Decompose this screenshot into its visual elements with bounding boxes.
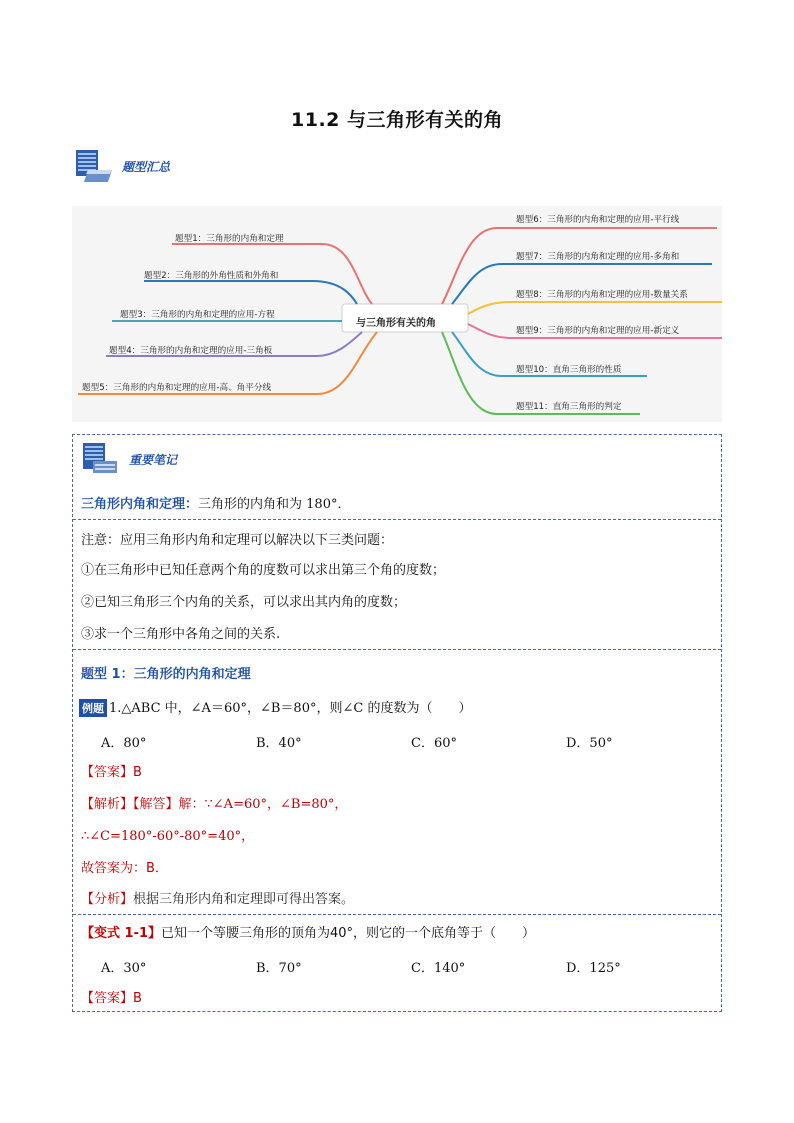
section-summary-label: 题型汇总 <box>122 159 171 174</box>
theorem-text: 三角形的内角和为 180°． <box>198 497 351 512</box>
example1-analysis-line <box>81 888 354 907</box>
example1-question-line <box>79 697 471 717</box>
example1-solution-3: 故答案为：B． <box>81 861 168 876</box>
example1-option-d: D．50° <box>566 736 613 751</box>
variant1-option-d: D．125° <box>566 961 621 976</box>
mindmap-item-5: 题型5：三角形的内角和定理的应用-高、角平分线 <box>82 383 272 393</box>
divider-1 <box>73 519 721 520</box>
section-notes-header <box>81 441 177 477</box>
example1-question: 1.△ABC 中，∠A＝60°，∠B＝80°，则∠C 的度数为（ ） <box>109 701 472 716</box>
mindmap-item-10: 题型10：直角三角形的性质 <box>516 365 622 375</box>
note-item-2: ②已知三角形三个内角的关系，可以求出其内角的度数； <box>81 595 407 610</box>
divider-3 <box>73 914 721 915</box>
variant1-question: 已知一个等腰三角形的顶角为40°，则它的一个底角等于（ ） <box>161 926 536 941</box>
mindmap-item-3: 题型3：三角形的内角和定理的应用-方程 <box>120 310 275 320</box>
example-tag: 例题 <box>79 699 107 717</box>
theorem-term: 三角形内角和定理： <box>81 497 199 512</box>
note-intro: 注意：应用三角形内角和定理可以解决以下三类问题： <box>81 533 394 548</box>
note-item-3: ③求一个三角形中各角之间的关系. <box>81 627 281 642</box>
page-title: 11.2 与三角形有关的角 <box>291 109 503 131</box>
notebook-icon <box>81 441 121 477</box>
mindmap-item-7: 题型7：三角形的内角和定理的应用-多角和 <box>516 252 680 262</box>
variant1-option-a: A．30° <box>101 961 147 976</box>
variant1-label: 【变式 1-1】 <box>81 926 162 941</box>
note-item-1: ①在三角形中已知任意两个角的度数可以求出第三个角的度数； <box>81 563 446 578</box>
variant1-option-c: C．140° <box>411 961 466 976</box>
example1-solution-1: ∵∠A=60°，∠B=80°， <box>204 797 348 812</box>
type1-heading: 题型 1：三角形的内角和定理 <box>81 667 251 682</box>
example1-answer: 【答案】B <box>81 765 142 780</box>
example1-solution-2: ∴∠C=180°-60°-80°=40°， <box>81 829 255 844</box>
example1-analysis-label: 【分析】 <box>81 892 134 907</box>
notes-box <box>72 434 722 1012</box>
variant1-line <box>81 922 535 941</box>
mindmap-item-4: 题型4：三角形的内角和定理的应用-三角板 <box>109 346 273 356</box>
example1-option-a: A．80° <box>101 736 147 751</box>
branch-right-8 <box>468 302 722 314</box>
mindmap-item-8: 题型8：三角形的内角和定理的应用-数量关系 <box>516 290 688 300</box>
mindmap-center-label: 与三角形有关的角 <box>356 318 436 329</box>
book-stack-icon <box>74 148 114 184</box>
branch-left-2 <box>144 281 357 304</box>
mindmap-item-1: 题型1：三角形的内角和定理 <box>175 234 284 244</box>
variant1-option-b: B．70° <box>256 961 302 976</box>
example1-analysis: 根据三角形内角和定理即可得出答案。 <box>133 892 355 907</box>
mindmap-item-11: 题型11：直角三角形的判定 <box>516 402 622 412</box>
example1-option-b: B．40° <box>256 736 302 751</box>
section-summary-header <box>74 148 170 184</box>
variant1-answer: 【答案】B <box>81 991 142 1006</box>
example1-solution-label-line <box>81 793 347 812</box>
mindmap-item-9: 题型9：三角形的内角和定理的应用-新定义 <box>516 326 680 336</box>
theorem-line <box>81 493 350 512</box>
example1-option-c: C．60° <box>411 736 457 751</box>
section-notes-label: 重要笔记 <box>129 452 178 467</box>
divider-2 <box>73 649 721 650</box>
mindmap-item-2: 题型2：三角形的外角性质和外角和 <box>144 271 279 281</box>
mindmap <box>72 206 722 422</box>
mindmap-item-6: 题型6：三角形的内角和定理的应用-平行线 <box>516 215 680 225</box>
example1-solution-label: 【解析】【解答】解： <box>81 797 205 812</box>
